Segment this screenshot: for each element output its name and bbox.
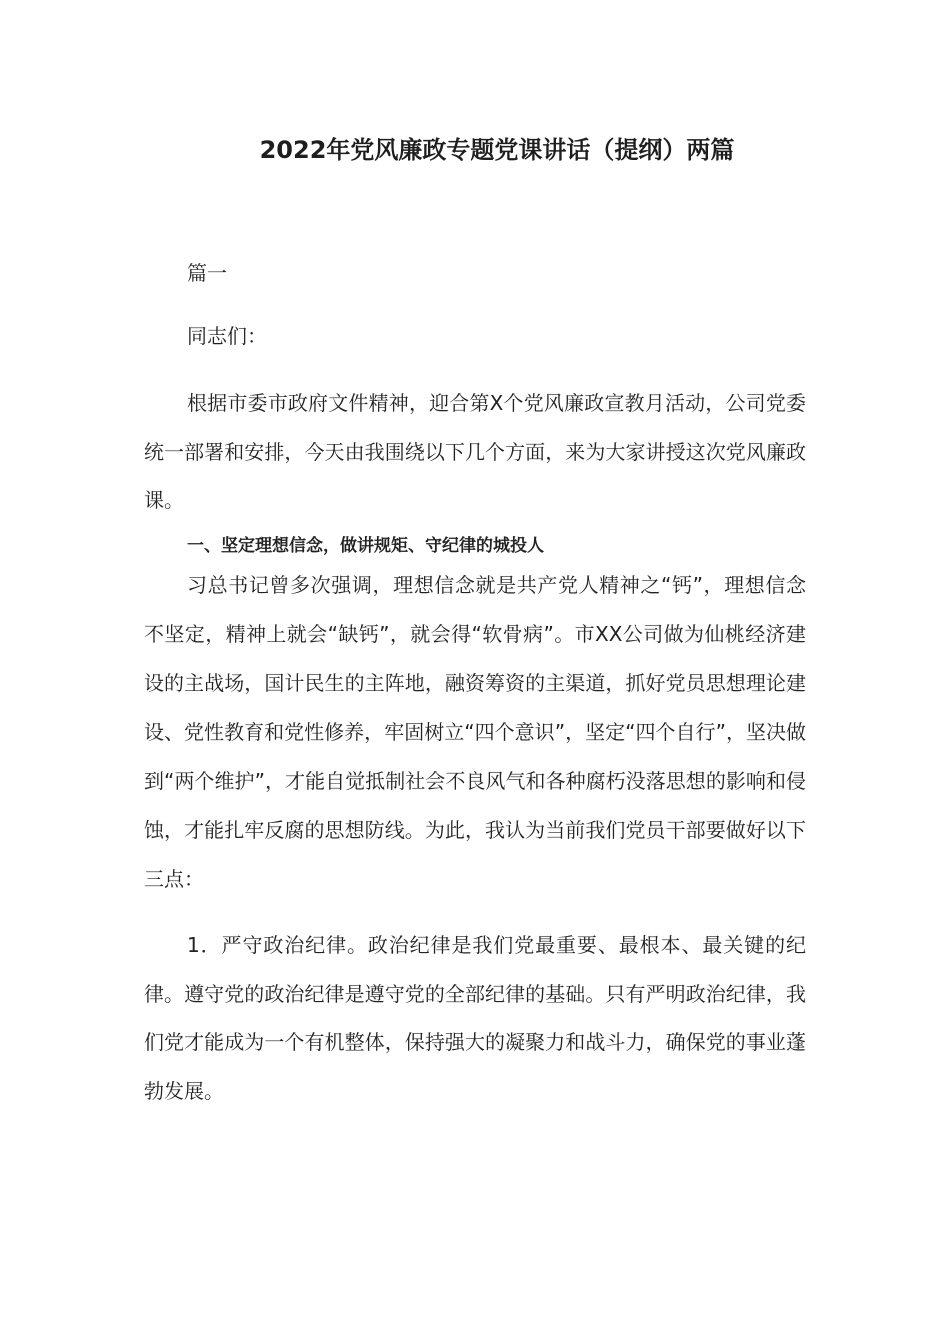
point-one-paragraph: 1．严守政治纪律。政治纪律是我们党最重要、最根本、最关键的纪律。遵守党的政治纪律是遵守党的全部纪律的基础。只有严明政治纪律，我们党才能成为一个有机整体，保持强大的凝聚力和战斗力，确保党的事业蓬勃发展。 (144, 933, 806, 1103)
section-body-paragraph: 习总书记曾多次强调，理想信念就是共产党人精神之“钙”，理想信念不坚定，精神上就会“缺钙”，就会得“软骨病”。市XX公司做为仙桃经济建设的主战场，国计民生的主阵地，融资筹资的主渠道，抓好党员思想理论建设、党性教育和党性修养，牢固树立“四个意识”，坚定“四个自行”，坚决做到“两个维护”，才能自觉抵制社会不良风气和各种腐朽没落思想的影响和侵蚀，才能扎牢反腐的思想防线。为此，我认为当前我们党员干部要做好以下三点： (144, 573, 806, 891)
salutation: 同志们： (187, 324, 267, 348)
intro-paragraph: 根据市委市政府文件精神，迎合第X个党风廉政宣教月活动，公司党委统一部署和安排，今天由我围绕以下几个方面，来为大家讲授这次党风廉政课。 (144, 391, 806, 512)
part-label: 篇一 (187, 261, 227, 285)
section-heading: 一、坚定理想信念，做讲规矩、守纪律的城投人 (187, 536, 544, 556)
document-title: 2022年党风廉政专题党课讲话（提纲）两篇 (259, 136, 735, 164)
